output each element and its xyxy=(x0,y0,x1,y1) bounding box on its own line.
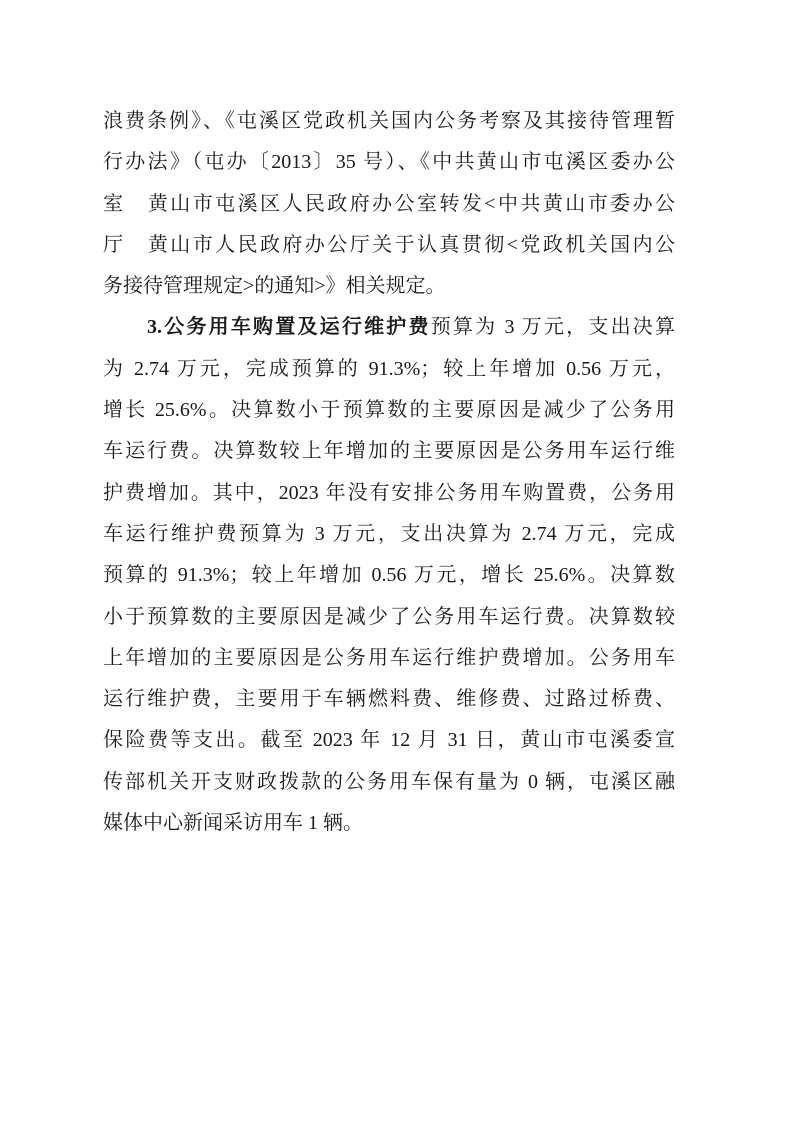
text-line: 车运行维护费预算为 3 万元，支出决算为 2.74 万元，完成 xyxy=(103,522,675,545)
text-line: 务接待管理规定>的通知>》相关规定。 xyxy=(103,275,446,298)
text-line: 保险费等支出。截至 2023 年 12 月 31 日，黄山市屯溪委宣 xyxy=(103,729,675,752)
paragraph-vehicle-expenses xyxy=(103,307,675,844)
document-text-block xyxy=(103,101,675,844)
text-line: 行办法》（屯办〔2013〕35 号）、《中共黄山市屯溪区委办公 xyxy=(103,151,675,174)
text-line: 为 2.74 万元，完成预算的 91.3%；较上年增加 0.56 万元， xyxy=(103,357,675,380)
text-line: 上年增加的主要原因是公务用车运行维护费增加。公务用车 xyxy=(103,646,675,669)
text-line: 车运行费。决算数较上年增加的主要原因是公务用车运行维 xyxy=(103,440,675,463)
text-line xyxy=(103,307,675,348)
text-line: 增长 25.6%。决算数小于预算数的主要原因是减少了公务用 xyxy=(103,399,675,422)
text-line: 传部机关开支财政拨款的公务用车保有量为 0 辆，屯溪区融 xyxy=(103,770,675,793)
text-line: 护费增加。其中，2023 年没有安排公务用车购置费，公务用 xyxy=(103,481,675,504)
text-line: 厅 黄山市人民政府办公厅关于认真贯彻<党政机关国内公 xyxy=(103,233,675,256)
paragraph-regulations xyxy=(103,101,675,307)
text-line: 媒体中心新闻采访用车 1 辆。 xyxy=(103,812,363,835)
text-line: 小于预算数的主要原因是减少了公务用车运行费。决算数较 xyxy=(103,605,675,628)
text-run: 预算为 3 万元，支出决算 xyxy=(430,316,676,339)
text-line: 运行维护费，主要用于车辆燃料费、维修费、过路过桥费、 xyxy=(103,688,675,711)
text-line: 室 黄山市屯溪区人民政府办公室转发<中共黄山市委办公 xyxy=(103,192,675,215)
text-line: 浪费条例》、《屯溪区党政机关国内公务考察及其接待管理暂 xyxy=(103,110,675,132)
text-line: 预算的 91.3%；较上年增加 0.56 万元，增长 25.6%。决算数 xyxy=(103,564,675,587)
section-heading: 3.公务用车购置及运行维护费 xyxy=(147,316,431,339)
